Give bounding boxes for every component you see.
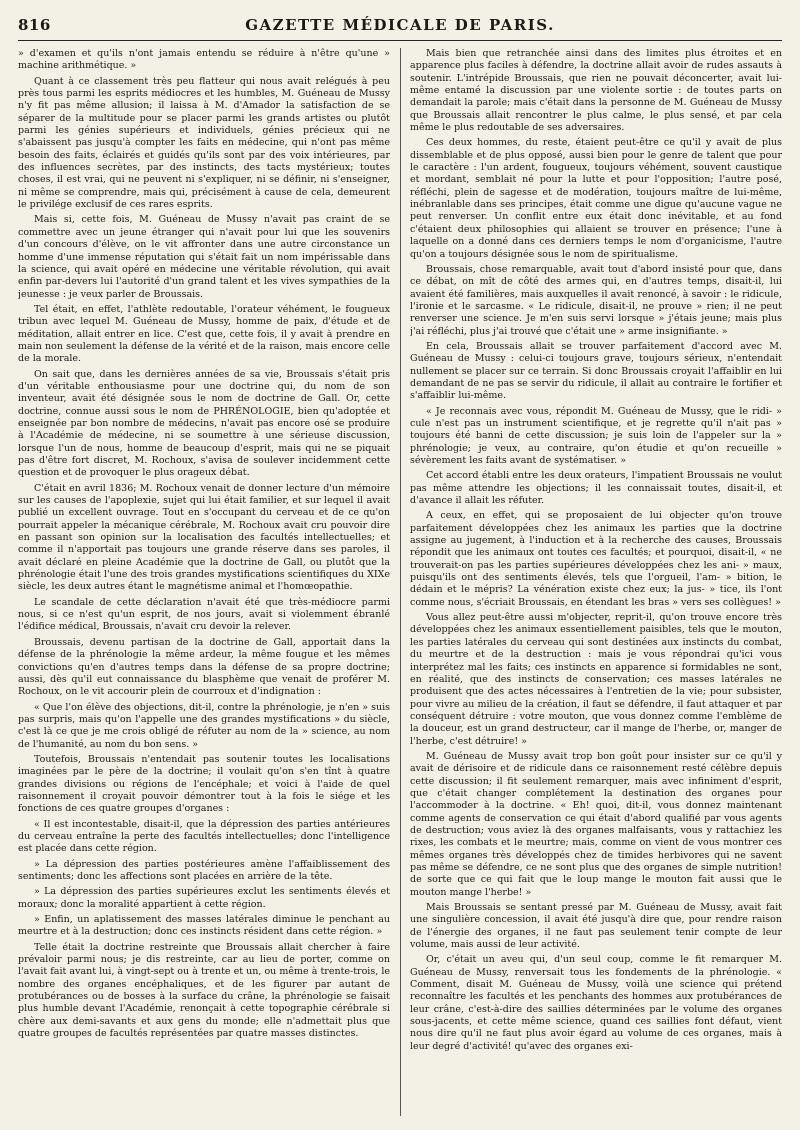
paragraph: Le scandale de cette déclaration n'avait été que très-médiocre parmi nous, si ce n'est qu'un esprit, de nos jours, avait si violemment ébranlé l'édifice médical, Broussais, n'avait cru devoir la relever. xyxy=(18,596,390,633)
paragraph: C'était en avril 1836; M. Rochoux venait de donner lecture d'un mémoire sur les causes de l'apoplexie, sujet qui lui était familier, et sur lequel il avait publié un excellent ouvrage. Tout en s'occupant du cerveau et de ce qu'on pourrait appeler la mécanique cérébrale, M. Rochoux avait cru pouvoir dire en passant son opinion sur la localisation des facultés intellectuelles; et comme il n'apportait pas toujours une grande réserve dans ses paroles, il avait déclaré en pleine Académie que la doctrine de Gall, ou plutôt que la phrénologie était l'une des trois grandes mystifications scientifiques du XIXe siècle, les deux autres étant le magnétisme animal et l'homœopathie. xyxy=(18,482,390,593)
paragraph: » d'examen et qu'ils n'ont jamais entendu se réduire à n'être qu'une » machine arithmétique. » xyxy=(18,48,390,72)
left-column xyxy=(18,48,390,1120)
column-divider xyxy=(400,48,401,1116)
page-number: 816 xyxy=(18,16,51,34)
paragraph: Broussais, chose remarquable, avait tout d'abord insisté pour que, dans ce débat, on mît de côté des armes qui, en d'autres temps, disait-il, lui avaient été familières, mais auxquelles il avait renoncé, à savoir : le ridicule, l'ironie et le sarcasme. « Le ridicule, disait-il, ne prouve » rien; il ne peut renverser une science. Je m'en suis servi lorsque » j'étais jeune; mais plus j'ai réfléchi, plus j'ai trouvé que c'était une » arme insignifiante. » xyxy=(410,263,782,337)
paragraph: Vous allez peut-être aussi m'objecter, reprit-il, qu'on trouve encore très développées chez les animaux essentiellement paisibles, tels que le mouton, les parties latérales du cerveau qui sont destinées aux instincts du combat, du meurtre et de la destruction : mais je vous répondrai qu'ici vous interprétez mal les faits; ces instincts en apparence si formidables ne sont, en réalité, que des instincts de conservation; ces masses latérales ne produisent que des actes nécessaires à l'entretien de la vie; pour subsister, pour vivre au milieu de la création, il faut se défendre, il faut attaquer et par conséquent détruire : votre mouton, que vous donnez comme l'emblème de la douceur, est un grand destructeur, car il mange de l'herbe, or, manger de l'herbe, c'est détruire! » xyxy=(410,612,782,747)
paragraph: « Il est incontestable, disait-il, que la dépression des parties antérieures du cerveau entraîne la perte des facultés intellectuelles; donc l'intelligence est placée dans cette région. xyxy=(18,818,390,855)
paragraph: A ceux, en effet, qui se proposaient de lui objecter qu'on trouve parfaitement développées chez les animaux les parties que la doctrine assigne au jugement, à l'induction et à la recherche des causes, Broussais répondit que les animaux ont toutes ces facultés; et pourquoi, disait-il, « ne trouverait-on pas les parties supérieures développées chez les ani- » maux, puisqu'ils ont des sentiments élevés, tels que l'orgueil, l'am- » bition, le dédain et le mépris? La vénération existe chez eux; la jus- » tice, ils l'ont comme nous, s'écriait Broussais, en étendant les bras » vers ses collègues! » xyxy=(410,510,782,608)
paragraph: Quant à ce classement très peu flatteur qui nous avait relégués à peu près tous parmi les esprits médiocres et les humbles, M. Guéneau de Mussy n'y fit pas même allusion; il laissa à M. d'Amador la satisfaction de se séparer de la multitude pour se placer parmi les grands artistes ou plutôt parmi les génies supérieurs et individuels, génies précieux qui ne s'abaissent pas jusqu'à compter les faits en médecine, qui n'ont pas même besoin des faits, éclairés et guidés qu'ils sont par des voix intérieures, par des influences secrètes, par des instincts, des tacts mystérieux; toutes choses, il est vrai, qui ne peuvent ni s'expliquer, ni se définir, ni s'enseigner, ni même se comprendre, mais qui, précisément à cause de cela, demeurent le privilége exclusif de ces rares esprits. xyxy=(18,75,390,211)
paragraph: Toutefois, Broussais n'entendait pas soutenir toutes les localisations imaginées par le père de la doctrine; il voulait qu'on s'en tînt à quatre grandes divisions ou régions de l'encéphale; et voici à l'aide de quel raisonnement il croyait pouvoir démontrer tout à la fois le siége et les fonctions de ces quatre groupes d'organes : xyxy=(18,753,390,815)
paragraph: « Je reconnais avec vous, répondit M. Guéneau de Mussy, que le ridi- » cule n'est pas un instrument scientifique, et je regrette qu'il n'ait pas » toujours été banni de cette discussion; je suis loin de l'appeler sur la » phrénologie; je veux, au contraire, qu'on étudie et qu'on recueille » sévèrement les faits avant de systématiser. » xyxy=(410,405,782,466)
paragraph: » La dépression des parties postérieures amène l'affaiblissement des sentiments; donc les affections sont placées en arrière de la tête. xyxy=(18,858,390,882)
paragraph: On sait que, dans les dernières années de sa vie, Broussais s'était pris d'un véritable enthousiasme pour une doctrine qui, du nom de son inventeur, avait été désignée sous le nom de doctrine de Gall. Or, cette doctrine, connue aussi sous le nom de PHRÉNOLOGIE, bien qu'adoptée et enseignée par bon nombre de médecins, n'avait pas encore osé se produire à l'Académie de médecine, ni se soumettre à une sérieuse discussion, lorsque l'un de nous, homme de beaucoup d'esprit, mais qui ne se piquait pas d'être fort discret, M. Rochoux, s'avisa de soulever incidemment cette question et de provoquer le plus orageux débat. xyxy=(18,368,390,479)
paragraph: Mais Broussais se sentant pressé par M. Guéneau de Mussy, avait fait une singulière concession, il avait été jusqu'à dire que, pour rendre raison de l'énergie des organes, il ne faut pas seulement tenir compte de leur volume, mais aussi de leur activité. xyxy=(410,902,782,951)
paragraph: Or, c'était un aveu qui, d'un seul coup, comme le fit remarquer M. Guéneau de Mussy, renversait tous les fondements de la phrénologie. « Comment, disait M. Guéneau de Mussy, voilà une science qui prétend reconnaître les facultés et les penchants des hommes aux protubérances de leur crâne, c'est-à-dire des saillies déterminées par le volume des organes sous-jacents, et cette même science, quand ces saillies font défaut, vient nous dire qu'il ne faut plus avoir égard au volume de ces organes, mais à leur degré d'activité! qu'avec des organes exi- xyxy=(410,954,782,1052)
page-header xyxy=(18,14,782,41)
running-title: GAZETTE MÉDICALE DE PARIS. xyxy=(245,16,555,34)
paragraph: Broussais, devenu partisan de la doctrine de Gall, apportait dans la défense de la phrénologie la même ardeur, la même fougue et les mêmes convictions qu'en d'autres temps dans la défense de sa propre doctrine; aussi, dès qu'il eut connaissance du blasphème que venait de proférer M. Rochoux, on le vit accourir plein de courroux et d'indignation : xyxy=(18,636,390,698)
right-column xyxy=(410,48,782,1120)
paragraph: Tel était, en effet, l'athlète redoutable, l'orateur véhément, le fougueux tribun avec lequel M. Guéneau de Mussy, homme de paix, d'étude et de méditation, allait entrer en lice. C'est que, cette fois, il y avait à prendre en main non seulement la défense de la vérité et de la raison, mais encore celle de la morale. xyxy=(18,303,390,365)
paragraph: « Que l'on élève des objections, dit-il, contre la phrénologie, je n'en » suis pas surpris, mais qu'on l'appelle une des grandes mystifications » du siècle, c'est là ce que je me crois obligé de réfuter au nom de la » science, au nom de l'humanité, au nom du bon sens. » xyxy=(18,701,390,750)
paragraph: Cet accord établi entre les deux orateurs, l'impatient Broussais ne voulut pas même attendre les objections; il les connaissait toutes, disait-il, et d'avance il allait les réfuter. xyxy=(410,470,782,507)
paragraph: En cela, Broussais allait se trouver parfaitement d'accord avec M. Guéneau de Mussy : celui-ci toujours grave, toujours sérieux, n'entendait nullement se placer sur ce terrain. Si donc Broussais croyait l'affaiblir en lui demandant de ne pas se servir du ridicule, il allait au contraire le fortifier et s'affaiblir lui-même. xyxy=(410,340,782,402)
paragraph: Mais si, cette fois, M. Guéneau de Mussy n'avait pas craint de se commettre avec un jeune étranger qui n'avait pour lui que les souvenirs d'un concours d'élève, on le vit affronter dans une autre circonstance un homme d'une immense réputation qui s'était fait un nom impérissable dans la science, qui avait opéré en médecine une véritable révolution, qui avait enfin par-devers lui l'autorité d'un grand talent et les vives sympathies de la jeunesse : je veux parler de Broussais. xyxy=(18,214,390,300)
paragraph: Ces deux hommes, du reste, étaient peut-être ce qu'il y avait de plus dissemblable et de plus opposé, aussi bien pour le genre de talent que pour le caractère : l'un ardent, fougueux, toujours véhément, souvent caustique et mordant, semblait né pour la lutte et pour l'opposition; l'autre posé, réfléchi, plein de sagesse et de modération, toujours maître de lui-même, inébranlable dans ses principes, était comme une digue qu'aucune vague ne peut renverser. Un conflit entre eux était donc inévitable, et au fond c'étaient deux philosophies qui allaient se trouver en présence; l'une à laquelle on a donné dans ces derniers temps le nom d'organicisme, l'autre qu'on a toujours désignée sous le nom de spiritualisme. xyxy=(410,137,782,260)
paragraph: » Enfin, un aplatissement des masses latérales diminue le penchant au meurtre et à la destruction; donc ces instincts résident dans cette région. » xyxy=(18,914,390,938)
paragraph: M. Guéneau de Mussy avait trop bon goût pour insister sur ce qu'il y avait de dérisoire et de ridicule dans ce raisonnement resté célèbre depuis cette discussion; il fit seulement remarquer, mais avec infiniment d'esprit, que c'était changer complétement la destination des organes pour l'accommoder à la doctrine. « Eh! quoi, dit-il, vous donnez maintenant comme agents de conservation ce qui était d'abord qualifié par vous agents de destruction; vous aviez là des organes malfaisants, vous y rattachiez les rixes, les combats et le meurtre; mais, comme on vient de vous montrer ces mêmes organes très développés chez de timides herbivores qui ne savent pas même se défendre, ce ne sont plus que des organes de simple nutrition! de sorte que ce qui fait que le loup mange le mouton fait aussi que le mouton mange l'herbe! » xyxy=(410,750,782,898)
paragraph: Telle était la doctrine restreinte que Broussais allait chercher à faire prévaloir parmi nous; je dis restreinte, car au lieu de porter, comme on l'avait fait avant lui, à vingt-sept ou à trente et un, ou même à trente-trois, le nombre des organes encéphaliques, et de les figurer par autant de protubérances ou de bosses à la surface du crâne, la phrénologie se faisait plus humble devant l'Académie, renonçait à cette topographie cérébrale si chère aux demi-savants et aux gens du monde; elle n'admettait plus que quatre groupes de facultés représentées par quatre masses distinctes. xyxy=(18,941,390,1040)
paragraph: Mais bien que retranchée ainsi dans des limites plus étroites et en apparence plus faciles à défendre, la doctrine allait avoir de rudes assauts à soutenir. L'intrépide Broussais, que rien ne pouvait déconcerter, avait lui-même entamé la discussion par une violente sortie : de toutes parts on demandait la parole; mais c'était dans la personne de M. Guéneau de Mussy que Broussais allait rencontrer le plus calme, le plus sensé, et par cela même le plus redoutable de ses adversaires. xyxy=(410,48,782,134)
paragraph: » La dépression des parties supérieures exclut les sentiments élevés et moraux; donc la moralité appartient à cette région. xyxy=(18,886,390,910)
